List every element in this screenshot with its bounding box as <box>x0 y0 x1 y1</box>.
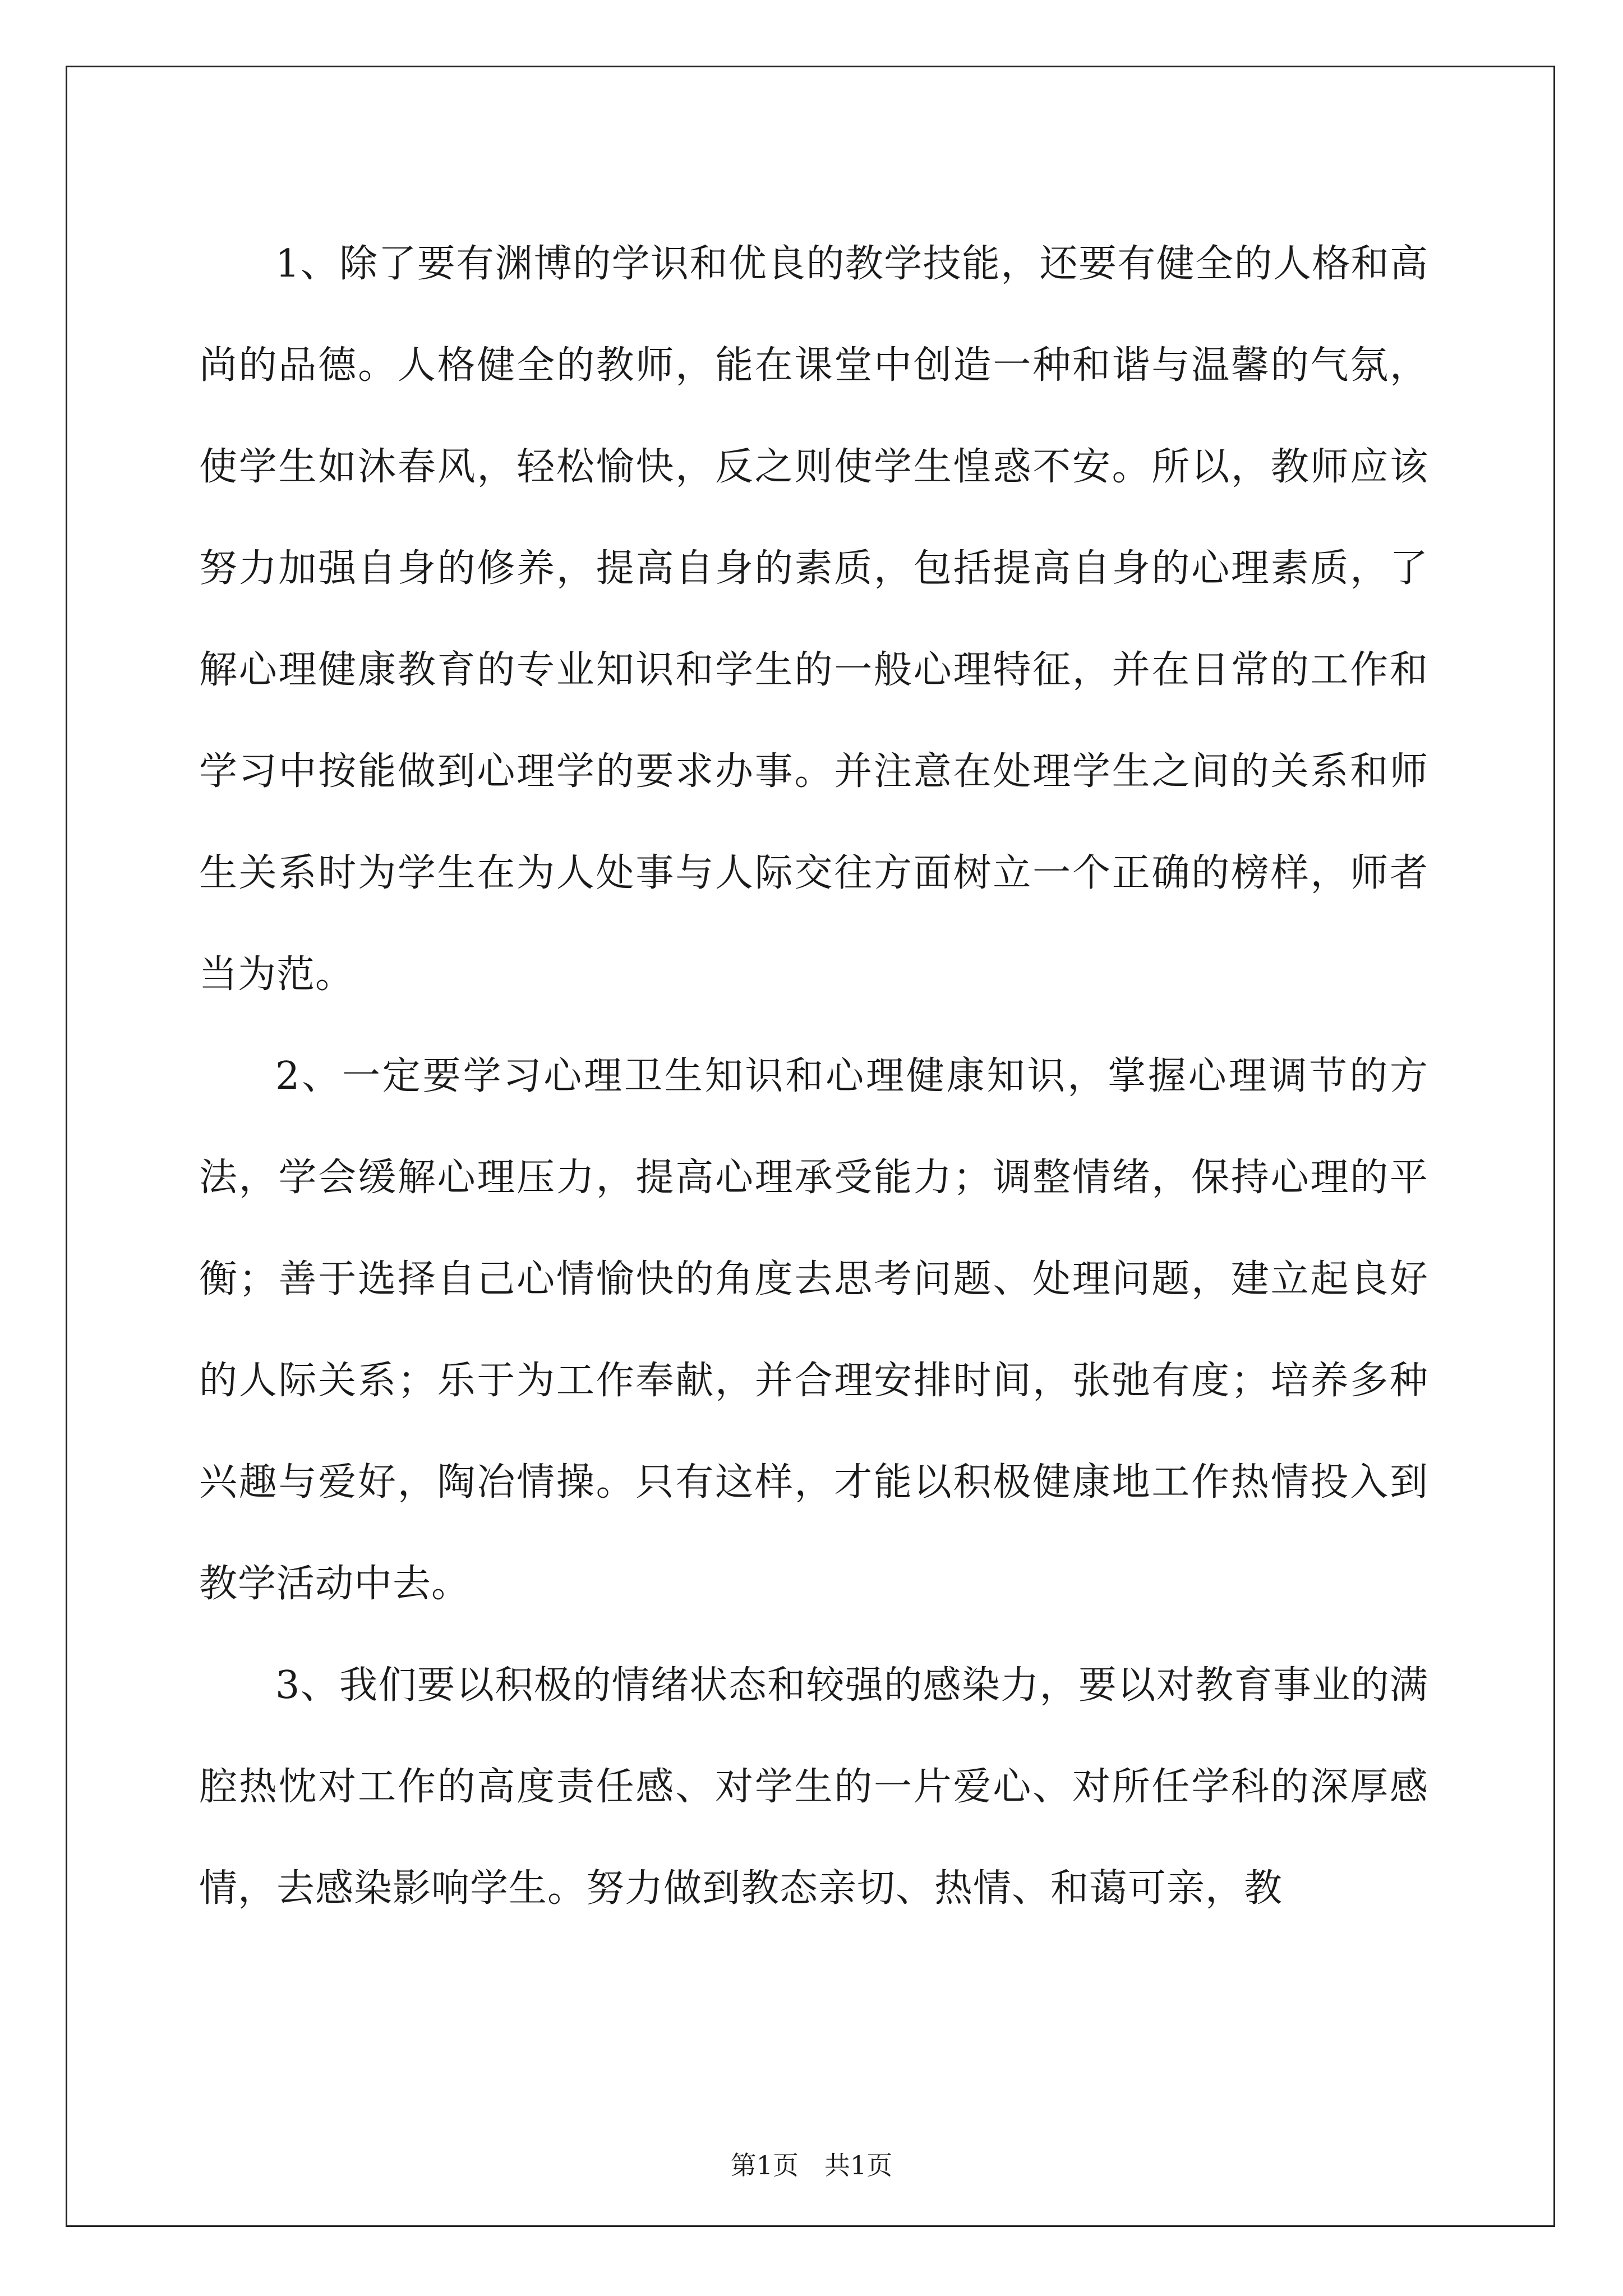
page-number-total: 共1页 <box>824 2150 893 2180</box>
page-number-current: 第1页 <box>730 2150 799 2180</box>
paragraph-3: 3、我们要以积极的情绪状态和较强的感染力，要以对教育事业的满腔热忱对工作的高度责任感、对学生的一片爱心、对所任学科的深厚感情，去感染影响学生。努力做到教态亲切、热情、和蔼可亲，教 <box>199 1663 1428 1911</box>
paragraph-1: 1、除了要有渊博的学识和优良的教学技能，还要有健全的人格和高尚的品德。人格健全的教师，能在课堂中创造一种和谐与温馨的气氛，使学生如沐春风，轻松愉快，反之则使学生惶惑不安。所以，教师应该努力加强自身的修养，提高自身的素质，包括提高自身的心理素质，了解心理健康教育的专业知识和学生的一般心理特征，并在日常的工作和学习中按能做到心理学的要求办事。并注意在处理学生之间的关系和师生关系时为学生在为人处事与人际交往方面树立一个正确的榜样，师者当为范。 <box>199 242 1428 997</box>
paragraph-2: 2、一定要学习心理卫生知识和心理健康知识，掌握心理调节的方法，学会缓解心理压力，提高心理承受能力；调整情绪，保持心理的平衡；善于选择自己心情愉快的角度去思考问题、处理问题，建立起良好的人际关系；乐于为工作奉献，并合理安排时间，张弛有度；培养多种兴趣与爱好，陶冶情操。只有这样，才能以积极健康地工作热情投入到教学活动中去。 <box>199 1054 1428 1606</box>
document-body <box>199 213 1428 1939</box>
page-footer <box>0 2148 1623 2182</box>
